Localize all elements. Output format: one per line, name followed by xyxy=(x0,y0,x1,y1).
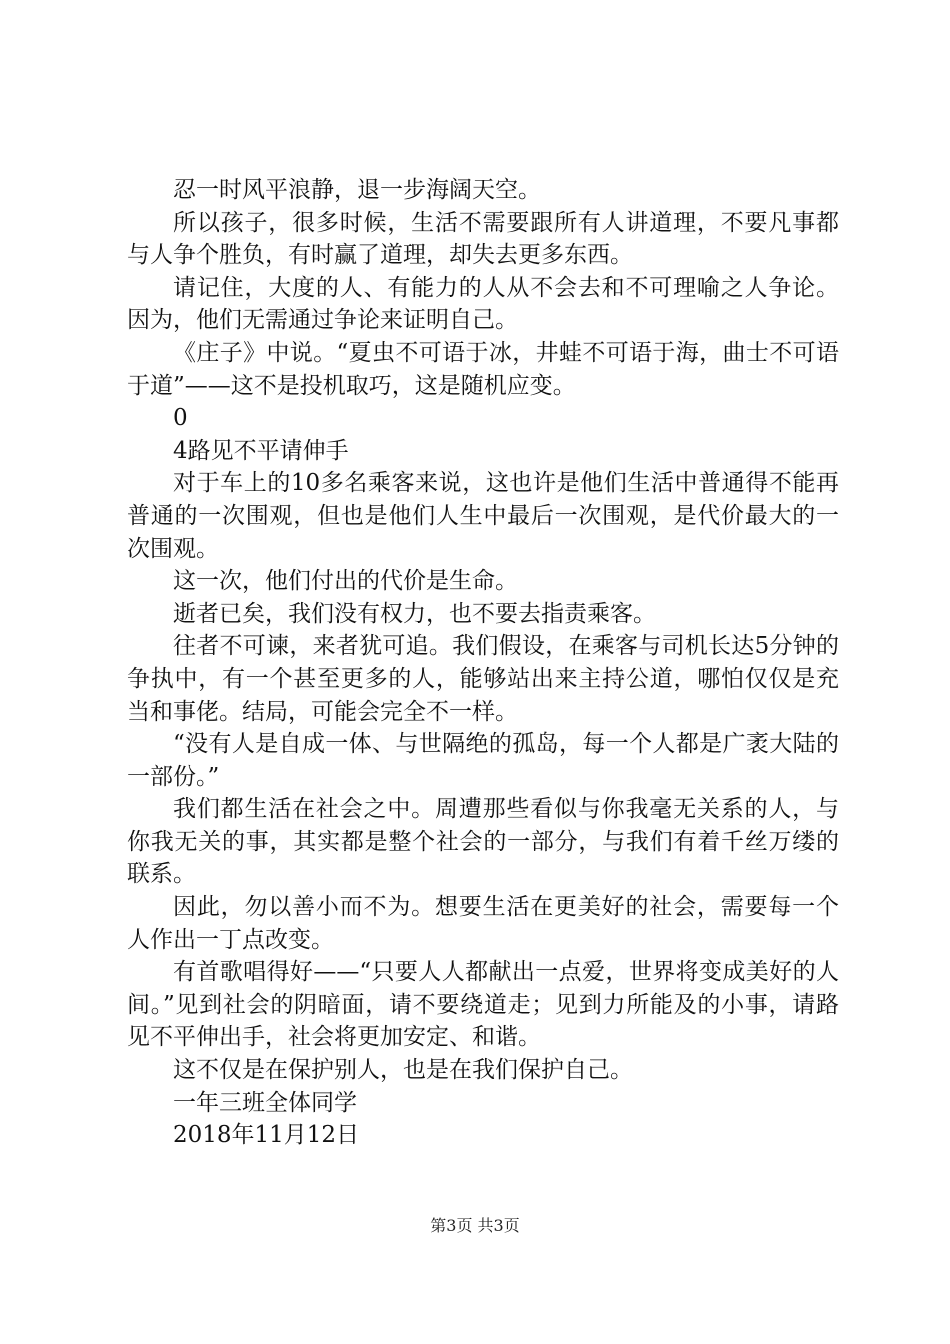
paragraph: 这一次，他们付出的代价是生命。 xyxy=(173,568,518,595)
paragraph: 忍一时风平浪静，退一步海阔天空。 xyxy=(173,177,541,203)
signature-date: 2018年11月12日 xyxy=(173,1122,360,1149)
section-heading: 4路见不平请伸手 xyxy=(173,437,349,464)
signature-author: 一年三班全体同学 xyxy=(173,1089,357,1116)
paragraph: 《庄子》中说。“夏虫不可语于冰，井蛙不可语于海，曲士不可语于道”——这不是投机取巧，这是随机应变。 xyxy=(127,339,839,399)
paragraph: 有首歌唱得好——“只要人人都献出一点爱，世界将变成美好的人间。”见到社会的阴暗面，请不要绕道走；见到力所能及的小事，请路见不平伸出手，社会将更加安定、和谐。 xyxy=(127,959,839,1051)
paragraph: 逝者已矣，我们没有权力，也不要去指责乘客。 xyxy=(173,600,656,627)
document-body xyxy=(127,174,839,1152)
paragraph: 所以孩子，很多时候，生活不需要跟所有人讲道理，不要凡事都与人争个胜负，有时赢了道理，却失去更多东西。 xyxy=(127,209,839,269)
paragraph: 我们都生活在社会之中。周遭那些看似与你我毫无关系的人，与你我无关的事，其实都是整个社会的一部分，与我们有着千丝万缕的联系。 xyxy=(127,796,839,888)
paragraph: 这不仅是在保护别人，也是在我们保护自己。 xyxy=(173,1057,633,1084)
quote-paragraph: “没有人是自成一体、与世隔绝的孤岛，每一个人都是广袤大陆的一部份。” xyxy=(127,731,839,790)
paragraph: 往者不可谏，来者犹可追。我们假设，在乘客与司机长达5分钟的争执中，有一个甚至更多的人，能够站出来主持公道，哪怕仅仅是充当和事佬。结局，可能会完全不一样。 xyxy=(127,633,839,725)
paragraph: 因此，勿以善小而不为。想要生活在更美好的社会，需要每一个人作出一丁点改变。 xyxy=(127,894,839,953)
paragraph: 对于车上的10多名乘客来说，这也许是他们生活中普通得不能再普通的一次围观，但也是他们人生中最后一次围观，是代价最大的一次围观。 xyxy=(127,470,839,562)
paragraph: 0 xyxy=(173,405,188,432)
paragraph: 请记住，大度的人、有能力的人从不会去和不可理喻之人争论。因为，他们无需通过争论来证明自己。 xyxy=(127,274,839,334)
page-number-footer: 第3页 共3页 xyxy=(430,1216,520,1235)
